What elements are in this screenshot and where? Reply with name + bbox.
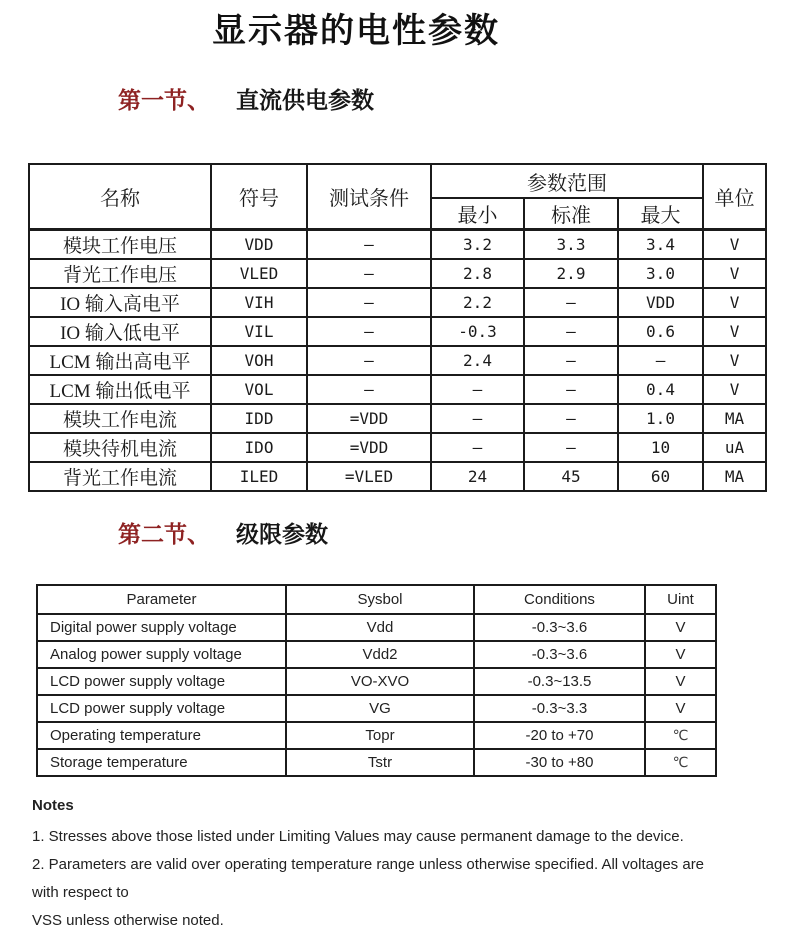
condition-cell: =VLED bbox=[307, 462, 431, 491]
symbol-cell: IDO bbox=[211, 433, 307, 462]
table-row bbox=[37, 749, 716, 776]
unit-cell: V bbox=[703, 288, 766, 317]
note-line-1: 1. Stresses above those listed under Limiting Values may cause permanent damage to the device. bbox=[32, 828, 684, 845]
param-name-cell: Digital power supply voltage bbox=[37, 614, 286, 641]
min-cell: 2.4 bbox=[431, 346, 524, 375]
conditions-cell: -0.3~3.3 bbox=[474, 695, 645, 722]
param-name-cell: Analog power supply voltage bbox=[37, 641, 286, 668]
table-row bbox=[37, 668, 716, 695]
param-name-cell: LCD power supply voltage bbox=[37, 695, 286, 722]
typ-cell: – bbox=[524, 288, 618, 317]
min-cell: 2.8 bbox=[431, 259, 524, 288]
symbol-cell: Tstr bbox=[286, 749, 474, 776]
conditions-cell: -0.3~13.5 bbox=[474, 668, 645, 695]
typ-cell: – bbox=[524, 404, 618, 433]
min-cell: – bbox=[431, 375, 524, 404]
table2-header-conditions: Conditions bbox=[474, 585, 645, 614]
section-2-number: 第二节、 bbox=[118, 521, 210, 547]
unit-cell: MA bbox=[703, 462, 766, 491]
table1-header-row-1 bbox=[29, 164, 766, 198]
param-name-cell: LCM 输出低电平 bbox=[29, 375, 211, 404]
table-row bbox=[29, 404, 766, 433]
conditions-cell: -20 to +70 bbox=[474, 722, 645, 749]
table2-header-row bbox=[37, 585, 716, 614]
notes-section bbox=[32, 797, 772, 935]
typ-cell: 3.3 bbox=[524, 230, 618, 260]
symbol-cell: Vdd2 bbox=[286, 641, 474, 668]
table-row bbox=[37, 614, 716, 641]
param-name-cell: LCD power supply voltage bbox=[37, 668, 286, 695]
table1-header-max: 最大 bbox=[618, 198, 703, 230]
table1-header-min: 最小 bbox=[431, 198, 524, 230]
table2-header-symbol: Sysbol bbox=[286, 585, 474, 614]
symbol-cell: VLED bbox=[211, 259, 307, 288]
typ-cell: 2.9 bbox=[524, 259, 618, 288]
section-1-title: 直流供电参数 bbox=[236, 87, 374, 113]
table-row bbox=[29, 433, 766, 462]
table1-header-condition: 测试条件 bbox=[307, 164, 431, 230]
conditions-cell: -30 to +80 bbox=[474, 749, 645, 776]
typ-cell: – bbox=[524, 317, 618, 346]
max-cell: 1.0 bbox=[618, 404, 703, 433]
unit-cell: V bbox=[645, 668, 716, 695]
unit-cell: V bbox=[703, 346, 766, 375]
symbol-cell: ILED bbox=[211, 462, 307, 491]
section-1-number: 第一节、 bbox=[118, 87, 210, 113]
condition-cell: =VDD bbox=[307, 404, 431, 433]
symbol-cell: Topr bbox=[286, 722, 474, 749]
condition-cell: =VDD bbox=[307, 433, 431, 462]
min-cell: -0.3 bbox=[431, 317, 524, 346]
section-1-heading bbox=[118, 82, 374, 115]
table2-header-parameter: Parameter bbox=[37, 585, 286, 614]
table-row bbox=[37, 722, 716, 749]
unit-cell: V bbox=[703, 317, 766, 346]
symbol-cell: VOL bbox=[211, 375, 307, 404]
limiting-values-table bbox=[36, 584, 717, 777]
max-cell: 0.6 bbox=[618, 317, 703, 346]
condition-cell: – bbox=[307, 288, 431, 317]
symbol-cell: IDD bbox=[211, 404, 307, 433]
unit-cell: MA bbox=[703, 404, 766, 433]
param-name-cell: IO 输入高电平 bbox=[29, 288, 211, 317]
table-row bbox=[29, 288, 766, 317]
note-line-3: with respect to bbox=[32, 884, 129, 901]
table2-header-unit: Uint bbox=[645, 585, 716, 614]
section-2-title: 级限参数 bbox=[236, 521, 328, 547]
param-name-cell: Operating temperature bbox=[37, 722, 286, 749]
table-row bbox=[29, 317, 766, 346]
unit-cell: ℃ bbox=[645, 722, 716, 749]
table1-header-unit: 单位 bbox=[703, 164, 766, 230]
conditions-cell: -0.3~3.6 bbox=[474, 641, 645, 668]
section-2-heading bbox=[118, 516, 328, 549]
unit-cell: uA bbox=[703, 433, 766, 462]
symbol-cell: VDD bbox=[211, 230, 307, 260]
symbol-cell: VG bbox=[286, 695, 474, 722]
typ-cell: 45 bbox=[524, 462, 618, 491]
note-line-4: VSS unless otherwise noted. bbox=[32, 912, 224, 929]
max-cell: 3.4 bbox=[618, 230, 703, 260]
condition-cell: – bbox=[307, 230, 431, 260]
min-cell: 3.2 bbox=[431, 230, 524, 260]
symbol-cell: VO-XVO bbox=[286, 668, 474, 695]
table-row bbox=[29, 346, 766, 375]
param-name-cell: 模块待机电流 bbox=[29, 433, 211, 462]
param-name-cell: 模块工作电流 bbox=[29, 404, 211, 433]
table-row bbox=[29, 230, 766, 260]
max-cell: 10 bbox=[618, 433, 703, 462]
unit-cell: V bbox=[645, 695, 716, 722]
max-cell: 60 bbox=[618, 462, 703, 491]
condition-cell: – bbox=[307, 375, 431, 404]
table-row bbox=[29, 375, 766, 404]
unit-cell: V bbox=[703, 375, 766, 404]
conditions-cell: -0.3~3.6 bbox=[474, 614, 645, 641]
max-cell: 0.4 bbox=[618, 375, 703, 404]
max-cell: – bbox=[618, 346, 703, 375]
dc-supply-parameters-table bbox=[28, 163, 767, 492]
table1-header-range: 参数范围 bbox=[431, 164, 703, 198]
min-cell: 24 bbox=[431, 462, 524, 491]
max-cell: 3.0 bbox=[618, 259, 703, 288]
symbol-cell: VIH bbox=[211, 288, 307, 317]
symbol-cell: VIL bbox=[211, 317, 307, 346]
table1-header-typ: 标准 bbox=[524, 198, 618, 230]
table1-header-symbol: 符号 bbox=[211, 164, 307, 230]
table-row bbox=[37, 641, 716, 668]
table1-header-name: 名称 bbox=[29, 164, 211, 230]
param-name-cell: 背光工作电压 bbox=[29, 259, 211, 288]
param-name-cell: IO 输入低电平 bbox=[29, 317, 211, 346]
max-cell: VDD bbox=[618, 288, 703, 317]
typ-cell: – bbox=[524, 433, 618, 462]
condition-cell: – bbox=[307, 259, 431, 288]
typ-cell: – bbox=[524, 346, 618, 375]
condition-cell: – bbox=[307, 317, 431, 346]
param-name-cell: 模块工作电压 bbox=[29, 230, 211, 260]
min-cell: – bbox=[431, 404, 524, 433]
condition-cell: – bbox=[307, 346, 431, 375]
notes-heading: Notes bbox=[32, 797, 74, 814]
min-cell: – bbox=[431, 433, 524, 462]
param-name-cell: LCM 输出高电平 bbox=[29, 346, 211, 375]
page-title: 显示器的电性参数 bbox=[212, 13, 500, 50]
table-row bbox=[29, 462, 766, 491]
note-line-2: 2. Parameters are valid over operating temperature range unless otherwise specified. All voltages are bbox=[32, 856, 705, 873]
symbol-cell: VOH bbox=[211, 346, 307, 375]
table-row bbox=[29, 259, 766, 288]
unit-cell: ℃ bbox=[645, 749, 716, 776]
min-cell: 2.2 bbox=[431, 288, 524, 317]
param-name-cell: Storage temperature bbox=[37, 749, 286, 776]
unit-cell: V bbox=[645, 641, 716, 668]
unit-cell: V bbox=[703, 230, 766, 260]
param-name-cell: 背光工作电流 bbox=[29, 462, 211, 491]
unit-cell: V bbox=[645, 614, 716, 641]
symbol-cell: Vdd bbox=[286, 614, 474, 641]
unit-cell: V bbox=[703, 259, 766, 288]
typ-cell: – bbox=[524, 375, 618, 404]
table-row bbox=[37, 695, 716, 722]
